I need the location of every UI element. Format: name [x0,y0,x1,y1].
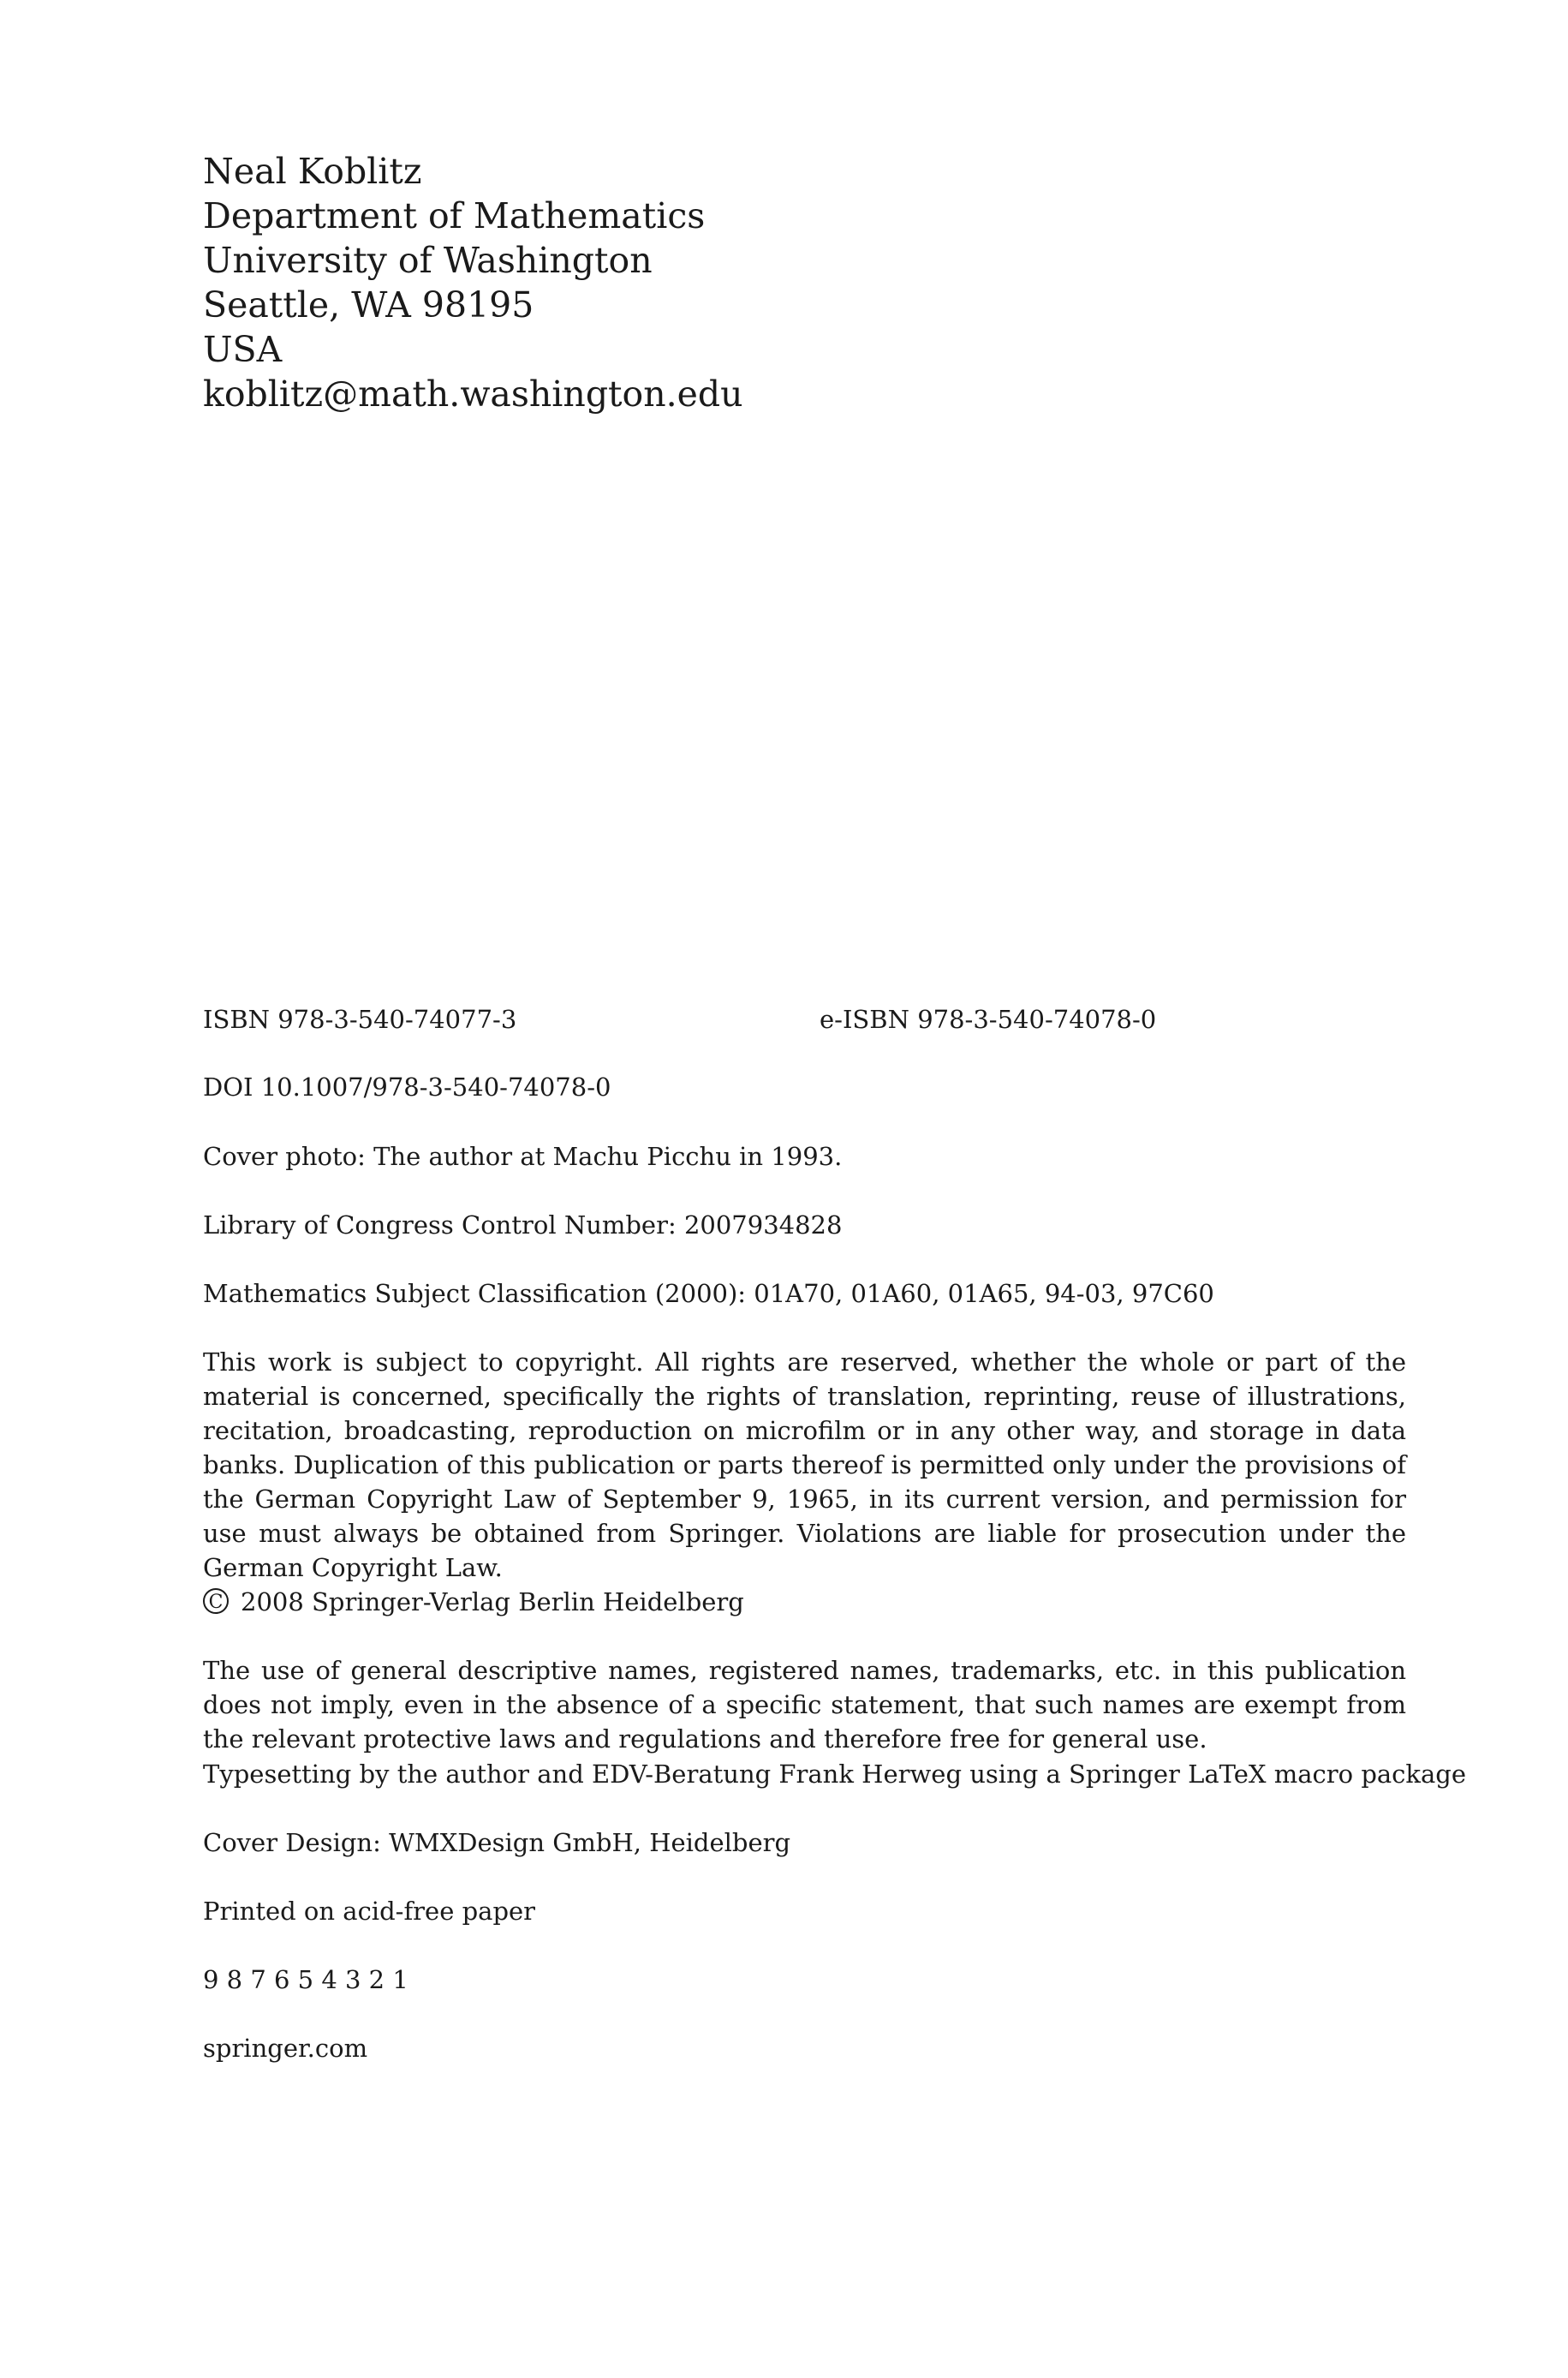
paper-note: Printed on acid-free paper [203,1897,536,1926]
author-city: Seattle, WA 98195 [203,284,534,326]
cover-design-credit: Cover Design: WMXDesign GmbH, Heidelberg [203,1828,791,1857]
author-country: USA [203,329,283,370]
author-university: University of Washington [203,240,653,281]
publisher-website[interactable]: springer.com [203,2034,368,2063]
copyright-icon: C [203,1588,229,1614]
author-department: Department of Mathematics [203,195,706,236]
e-isbn: e-ISBN 978-3-540-74078-0 [820,1005,1157,1034]
author-name: Neal Koblitz [203,151,422,192]
doi: DOI 10.1007/978-3-540-74078-0 [203,1072,611,1102]
isbn: ISBN 978-3-540-74077-3 [203,1005,517,1034]
author-email: koblitz@math.washington.edu [203,373,743,415]
copyright-line [203,1585,744,1619]
isbn-row [203,1002,1406,1037]
lccn: Library of Congress Control Number: 2007934828 [203,1210,843,1240]
cover-photo-credit: Cover photo: The author at Machu Picchu in 1993. [203,1142,843,1171]
print-line: 9 8 7 6 5 4 3 2 1 [203,1965,408,1994]
trademark-notice: The use of general descriptive names, registered names, trademarks, etc. in this publication does not imply, even in the absence of a specific statement, that such names are exempt from the relevant protective laws and regulations and therefore free for general use. [203,1656,1406,1754]
author-address [203,149,743,416]
copyright-holder: 2008 Springer-Verlag Berlin Heidelberg [241,1587,744,1616]
typesetting-credit: Typesetting by the author and EDV-Beratung Frank Herweg using a Springer LaTeX macro package [203,1760,1467,1789]
subject-classification: Mathematics Subject Classification (2000): 01A70, 01A60, 01A65, 94-03, 97C60 [203,1279,1214,1308]
copyright-notice: This work is subject to copyright. All rights are reserved, whether the whole or part of the material is concerned, specifically the rights of translation, reprinting, reuse of illustrations, recitation, broadcasting, reproduction on microfilm or in any other way, and storage in data banks. Duplication of this publication or parts thereof is permitted only under the provisions of the German Copyright Law of September 9, 1965, in its current version, and permission for use must always be obtained from Springer. Violations are liable for prosecution under the German Copyright Law. [203,1347,1406,1582]
